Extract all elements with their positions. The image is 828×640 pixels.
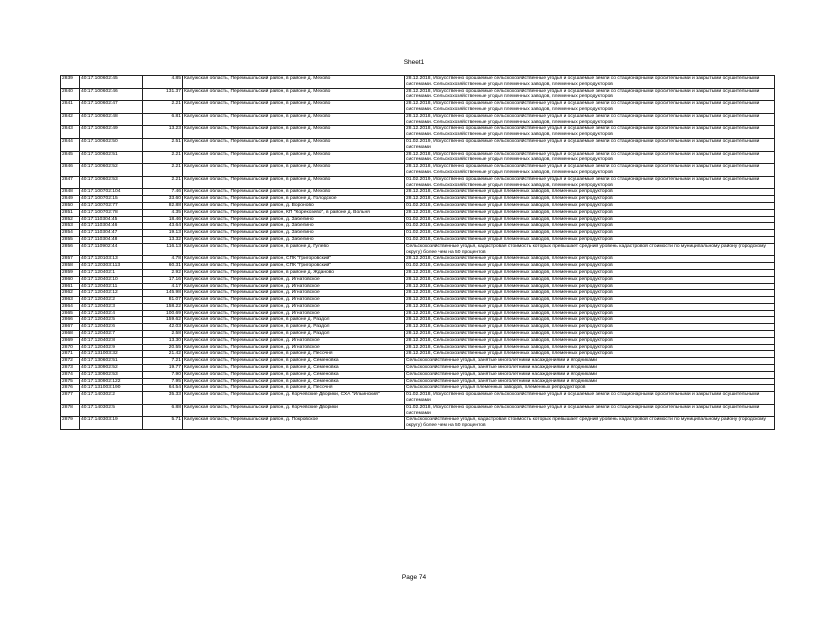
cadastral-number-cell: 40:17:140303:19 — [80, 417, 143, 430]
area-cell: 13.23 — [143, 126, 183, 139]
category-cell: 28.12.2018, Сельскохозяйственные угодья племенных заводов, племенных репродукторов — [405, 317, 775, 324]
location-cell: Калужская область, Перемышльский район, д. Забелино — [183, 230, 405, 237]
category-cell: 28.12.2018, Сельскохозяйственные угодья племенных заводов, племенных репродукторов — [405, 209, 775, 216]
row-number-cell: 2851 — [61, 209, 80, 216]
location-cell: Калужская область, Перемышльский район, в районе д. Мехово — [183, 76, 405, 89]
cadastral-number-cell: 40:17:120402:3 — [80, 303, 143, 310]
cadastral-number-cell: 40:17:100702:77 — [80, 202, 143, 209]
category-cell: Сельскохозяйственные угодья, занятые многолетними насаждениями и ягодниками — [405, 365, 775, 372]
cadastral-number-cell: 40:17:110304:45 — [80, 216, 143, 223]
cadastral-number-cell: 40:17:130902:53 — [80, 371, 143, 378]
cadastral-number-cell: 40:17:120402:6 — [80, 324, 143, 331]
row-number-cell: 2850 — [61, 202, 80, 209]
table-row — [61, 404, 775, 417]
table-row — [61, 310, 775, 317]
category-cell: Сельскохозяйственные угодья, занятые многолетними насаждениями и ягодниками — [405, 378, 775, 385]
location-cell: Калужская область, Перемышльский район, в районе д. Голодское — [183, 196, 405, 203]
area-cell: 13.32 — [143, 236, 183, 243]
category-cell: 28.12.2018, Сельскохозяйственные угодья племенных заводов, племенных репродукторов — [405, 283, 775, 290]
area-cell: 2.92 — [143, 269, 183, 276]
category-cell: 01.02.2018, Сельскохозяйственные угодья племенных заводов, племенных репродукторов — [405, 230, 775, 237]
row-number-cell: 2848 — [61, 189, 80, 196]
row-number-cell: 2863 — [61, 297, 80, 304]
location-cell: Калужская область, Перемышльский район, в районе д. Жданово — [183, 269, 405, 276]
location-cell: Калужская область, Перемышльский район, д. Игнатовское — [183, 337, 405, 344]
cadastral-number-cell: 40:17:120402:1 — [80, 269, 143, 276]
cadastral-number-cell: 40:17:120402:4 — [80, 310, 143, 317]
row-number-cell: 2862 — [61, 290, 80, 297]
area-cell: 13.30 — [143, 337, 183, 344]
cadastral-number-cell: 40:17:110902:44 — [80, 243, 143, 256]
table-row — [61, 351, 775, 358]
table-row — [61, 202, 775, 209]
location-cell: Калужская область, Перемышльский район, д. Покровское — [183, 417, 405, 430]
area-cell: 60.31 — [143, 263, 183, 270]
table-row — [61, 263, 775, 270]
area-cell: 35.33 — [143, 392, 183, 405]
table-row — [61, 256, 775, 263]
area-cell: 43.64 — [143, 223, 183, 230]
cadastral-number-cell: 40:17:120402:2 — [80, 297, 143, 304]
cadastral-number-cell: 40:17:130602:51 — [80, 358, 143, 365]
area-cell: 2.51 — [143, 138, 183, 151]
row-number-cell: 2840 — [61, 88, 80, 101]
category-cell: 28.12.2018, Искусственно орошаемые сельскохозяйственные угодья и осушаемые земли со стационарными оросительными и закрытыми осушительными системами. Сельскохозяйственные угодья племенных заводов, племенных репродукторов — [405, 76, 775, 89]
row-number-cell: 2875 — [61, 378, 80, 385]
location-cell: Калужская область, Перемышльский район, д. Игнатовское — [183, 303, 405, 310]
row-number-cell: 2879 — [61, 417, 80, 430]
table-row — [61, 164, 775, 177]
cadastral-number-cell: 40:17:100702:104 — [80, 189, 143, 196]
table-row — [61, 385, 775, 392]
area-cell: 7.90 — [143, 371, 183, 378]
cadastral-number-cell: 40:17:100602:51 — [80, 151, 143, 164]
category-cell: 28.12.2018, Сельскохозяйственные угодья племенных заводов, племенных репродукторов — [405, 310, 775, 317]
area-cell: 4.17 — [143, 283, 183, 290]
row-number-cell: 2864 — [61, 303, 80, 310]
row-number-cell: 2873 — [61, 365, 80, 372]
table-row — [61, 297, 775, 304]
category-cell: 28.12.2018, Сельскохозяйственные угодья племенных заводов, племенных репродукторов — [405, 351, 775, 358]
table-body — [61, 76, 775, 430]
table-row — [61, 417, 775, 430]
table-row — [61, 324, 775, 331]
table-row — [61, 151, 775, 164]
category-cell: 28.12.2018, Искусственно орошаемые сельскохозяйственные угодья и осушаемые земли со стационарными оросительными и закрытыми осушительными системами. Сельскохозяйственные угодья племенных заводов, племенных репродукторов — [405, 151, 775, 164]
cadastral-number-cell: 40:17:120402:9 — [80, 344, 143, 351]
table-row — [61, 392, 775, 405]
category-cell: 28.12.2018, Сельскохозяйственные угодья племенных заводов, племенных репродукторов — [405, 276, 775, 283]
area-cell: 6.81 — [143, 113, 183, 126]
area-cell: 7.46 — [143, 189, 183, 196]
location-cell: Калужская область, Перемышльский район, д. Забелино — [183, 236, 405, 243]
row-number-cell: 2841 — [61, 101, 80, 114]
table-row — [61, 283, 775, 290]
category-cell: 28.12.2018, Сельскохозяйственные угодья племенных заводов, племенных репродукторов — [405, 290, 775, 297]
row-number-cell: 2872 — [61, 358, 80, 365]
category-cell: 01.02.2018, Сельскохозяйственные угодья племенных заводов, племенных репродукторов — [405, 202, 775, 209]
row-number-cell: 2842 — [61, 113, 80, 126]
category-cell: 28.12.2018, Искусственно орошаемые сельскохозяйственные угодья и осушаемые земли со стационарными оросительными и закрытыми осушительными системами. Сельскохозяйственные угодья племенных заводов, племенных репродукторов — [405, 101, 775, 114]
row-number-cell: 2865 — [61, 310, 80, 317]
row-number-cell: 2857 — [61, 256, 80, 263]
cadastral-number-cell: 40:17:100602:45 — [80, 76, 143, 89]
category-cell: 01.02.2018, Сельскохозяйственные угодья племенных заводов, племенных репродукторов — [405, 263, 775, 270]
category-cell: 28.12.2018, Искусственно орошаемые сельскохозяйственные угодья и осушаемые земли со стационарными оросительными и закрытыми осушительными системами. Сельскохозяйственные угодья племенных заводов, племенных репродукторов — [405, 126, 775, 139]
cadastral-number-cell: 40:17:100602:53 — [80, 176, 143, 189]
row-number-cell: 2870 — [61, 344, 80, 351]
category-cell: 28.12.2018, Сельскохозяйственные угодья племенных заводов, племенных репродукторов — [405, 344, 775, 351]
category-cell: 01.02.2018, Сельскохозяйственные угодья племенных заводов, племенных репродукторов — [405, 236, 775, 243]
table-row — [61, 209, 775, 216]
category-cell: 28.12.2018, Сельскохозяйственные угодья племенных заводов, племенных репродукторов — [405, 269, 775, 276]
category-cell: 28.12.2018, Искусственно орошаемые сельскохозяйственные угодья и осушаемые земли со стационарными оросительными и закрытыми осушительными системами. Сельскохозяйственные угодья племенных заводов, племенных репродукторов — [405, 164, 775, 177]
area-cell: 82.88 — [143, 202, 183, 209]
location-cell: Калужская область, Перемышльский район, в районе д. Семеновка — [183, 365, 405, 372]
area-cell: 6.88 — [143, 404, 183, 417]
table-row — [61, 269, 775, 276]
table-row — [61, 216, 775, 223]
row-number-cell: 2869 — [61, 337, 80, 344]
location-cell: Калужская область, Перемышльский район, д. Вороново — [183, 202, 405, 209]
category-cell: Сельскохозяйственные угодья, кадастровая стоимость которых превышает средний уровень кадастровой стоимости по муниципальному району (городскому округу) более чем на 50 процентов — [405, 243, 775, 256]
area-cell: 2.58 — [143, 331, 183, 338]
location-cell: Калужская область, Перемышльский район, в районе д. Мехово — [183, 176, 405, 189]
category-cell: Сельскохозяйственные угодья, занятые многолетними насаждениями и ягодниками — [405, 371, 775, 378]
location-cell: Калужская область, Перемышльский район, в районе д. Мехово — [183, 138, 405, 151]
row-number-cell: 2839 — [61, 76, 80, 89]
sheet-title: Sheet1 — [403, 59, 425, 66]
location-cell: Калужская область, Перемышльский район, д. Игнатовское — [183, 310, 405, 317]
category-cell: 01.02.2018, Сельскохозяйственные угодья племенных заводов, племенных репродукторов — [405, 223, 775, 230]
table-row — [61, 344, 775, 351]
row-number-cell: 2855 — [61, 236, 80, 243]
table-row — [61, 138, 775, 151]
area-cell: 19.77 — [143, 365, 183, 372]
table-row — [61, 236, 775, 243]
table-row — [61, 331, 775, 338]
category-cell: 01.02.2018, Искусственно орошаемые сельскохозяйственные угодья и осушаемые земли со стационарными оросительными и закрытыми осушительными системами — [405, 404, 775, 417]
location-cell: Калужская область, Перемышльский район, СПК "Григоровский" — [183, 263, 405, 270]
table-row — [61, 88, 775, 101]
cadastral-number-cell: 40:17:131003:190 — [80, 385, 143, 392]
table-row — [61, 189, 775, 196]
cadastral-number-cell: 40:17:140302:2 — [80, 392, 143, 405]
location-cell: Калужская область, Перемышльский район, д. Корчевские Дворики — [183, 404, 405, 417]
row-number-cell: 2867 — [61, 324, 80, 331]
area-cell: 2.21 — [143, 176, 183, 189]
row-number-cell: 2852 — [61, 216, 80, 223]
location-cell: Калужская область, Перемышльский район, в районе д. Раздол — [183, 317, 405, 324]
location-cell: Калужская область, Перемышльский район, д. Игнатовское — [183, 344, 405, 351]
cadastral-number-cell: 40:17:120303:113 — [80, 263, 143, 270]
area-cell: 159.62 — [143, 317, 183, 324]
area-cell: 18.46 — [143, 216, 183, 223]
area-cell: 4.85 — [143, 76, 183, 89]
location-cell: Калужская область, Перемышльский район, д. Забелино — [183, 216, 405, 223]
category-cell: 28.12.2018, Сельскохозяйственные угодья племенных заводов, племенных репродукторов — [405, 196, 775, 203]
location-cell: Калужская область, Перемышльский район, в районе д. Семеновка — [183, 371, 405, 378]
row-number-cell: 2846 — [61, 164, 80, 177]
location-cell: Калужская область, Перемышльский район, д. Забелино — [183, 223, 405, 230]
category-cell: Сельскохозяйственные угодья, занятые многолетними насаждениями и ягодниками — [405, 358, 775, 365]
row-number-cell: 2858 — [61, 263, 80, 270]
category-cell: 28.12.2018, Сельскохозяйственные угодья племенных заводов, племенных репродукторов — [405, 297, 775, 304]
row-number-cell: 2844 — [61, 138, 80, 151]
category-cell: 01.02.2018, Сельскохозяйственные угодья племенных заводов, племенных репродукторов — [405, 216, 775, 223]
cadastral-number-cell: 40:17:131003:32 — [80, 351, 143, 358]
category-cell: 28.12.2018, Искусственно орошаемые сельскохозяйственные угодья и осушаемые земли со стационарными оросительными и закрытыми осушительными системами. Сельскохозяйственные угодья племенных заводов, племенных репродукторов — [405, 88, 775, 101]
category-cell: 01.02.2018, Искусственно орошаемые сельскохозяйственные угодья и осушаемые земли со стационарными оросительными и закрытыми осушительными системами — [405, 392, 775, 405]
area-cell: 2.21 — [143, 151, 183, 164]
land-plots-table — [60, 75, 775, 430]
location-cell: Калужская область, Перемышльский район, КП "Корекозево", в районе д. Вольня — [183, 209, 405, 216]
area-cell: 4.78 — [143, 256, 183, 263]
area-cell: 64.54 — [143, 385, 183, 392]
category-cell: 28.12.2018, Сельскохозяйственные угодья племенных заводов, племенных репродукторов — [405, 189, 775, 196]
location-cell: Калужская область, Перемышльский район, в районе д. Мехово — [183, 113, 405, 126]
table-row — [61, 230, 775, 237]
row-number-cell: 2868 — [61, 331, 80, 338]
table-row — [61, 303, 775, 310]
area-cell: 145.98 — [143, 290, 183, 297]
location-cell: Калужская область, Перемышльский район, в районе д. Мехово — [183, 88, 405, 101]
location-cell: Калужская область, Перемышльский район, в районе д. Мехово — [183, 164, 405, 177]
table-row — [61, 176, 775, 189]
area-cell: 42.03 — [143, 324, 183, 331]
location-cell: Калужская область, Перемышльский район, д. Игнатовское — [183, 276, 405, 283]
row-number-cell: 2845 — [61, 151, 80, 164]
table-row — [61, 101, 775, 114]
table-row — [61, 113, 775, 126]
location-cell: Калужская область, Перемышльский район, в районе д. Мехово — [183, 151, 405, 164]
area-cell: 2.21 — [143, 101, 183, 114]
cadastral-number-cell: 40:17:100602:48 — [80, 113, 143, 126]
row-number-cell: 2847 — [61, 176, 80, 189]
table-row — [61, 290, 775, 297]
row-number-cell: 2843 — [61, 126, 80, 139]
cadastral-number-cell: 40:17:110304:47 — [80, 230, 143, 237]
table-row — [61, 378, 775, 385]
cadastral-number-cell: 40:17:120402:8 — [80, 337, 143, 344]
category-cell: Сельскохозяйственные угодья, кадастровая стоимость которых превышает средний уровень кадастровой стоимости по муниципальному району (городскому округу) более чем на 50 процентов — [405, 417, 775, 430]
area-cell: 2.21 — [143, 164, 183, 177]
cadastral-number-cell: 40:17:100702:15 — [80, 196, 143, 203]
category-cell: 01.02.2019, Искусственно орошаемые сельскохозяйственные угодья и осушаемые земли со стационарными оросительными и закрытыми осушительными системами — [405, 138, 775, 151]
category-cell: Сельскохозяйственные угодья племенных заводов, племенных репродукторов — [405, 385, 775, 392]
cadastral-number-cell: 40:17:100602:50 — [80, 138, 143, 151]
category-cell: 28.12.2018, Сельскохозяйственные угодья племенных заводов, племенных репродукторов — [405, 324, 775, 331]
location-cell: Калужская область, Перемышльский район, д. Корчевские Дворики, СХА "Ильинский" — [183, 392, 405, 405]
cadastral-number-cell: 40:17:120402:7 — [80, 331, 143, 338]
row-number-cell: 2871 — [61, 351, 80, 358]
table-row — [61, 196, 775, 203]
location-cell: Калужская область, Перемышльский район, д. Игнатовское — [183, 290, 405, 297]
row-number-cell: 2877 — [61, 392, 80, 405]
cadastral-number-cell: 40:17:120402:12 — [80, 290, 143, 297]
area-cell: 158.22 — [143, 303, 183, 310]
table-row — [61, 371, 775, 378]
cadastral-number-cell: 40:17:120402:11 — [80, 283, 143, 290]
page-number: Page 74 — [401, 574, 427, 581]
cadastral-number-cell: 40:17:100702:78 — [80, 209, 143, 216]
table-row — [61, 337, 775, 344]
location-cell: Калужская область, Перемышльский район, в районе д. Семеновка — [183, 378, 405, 385]
row-number-cell: 2876 — [61, 385, 80, 392]
area-cell: 7.21 — [143, 358, 183, 365]
table-row — [61, 276, 775, 283]
category-cell: 28.12.2018, Сельскохозяйственные угодья племенных заводов, племенных репродукторов — [405, 256, 775, 263]
area-cell: 21.42 — [143, 351, 183, 358]
area-cell: 4.35 — [143, 209, 183, 216]
area-cell: 81.07 — [143, 297, 183, 304]
cadastral-number-cell: 40:17:100602:46 — [80, 88, 143, 101]
row-number-cell: 2866 — [61, 317, 80, 324]
table-row — [61, 365, 775, 372]
cadastral-number-cell: 40:17:100602:47 — [80, 101, 143, 114]
location-cell: Калужская область, Перемышльский район, в районе д. Раздол — [183, 331, 405, 338]
row-number-cell: 2854 — [61, 230, 80, 237]
row-number-cell: 2859 — [61, 269, 80, 276]
area-cell: 20.55 — [143, 344, 183, 351]
row-number-cell: 2860 — [61, 276, 80, 283]
table-row — [61, 223, 775, 230]
table-row — [61, 126, 775, 139]
category-cell: 28.12.2018, Сельскохозяйственные угодья племенных заводов, племенных репродукторов — [405, 331, 775, 338]
cadastral-number-cell: 40:17:100602:49 — [80, 126, 143, 139]
table-row — [61, 317, 775, 324]
area-cell: 19.13 — [143, 230, 183, 237]
cadastral-number-cell: 40:17:110304:46 — [80, 223, 143, 230]
location-cell: Калужская область, Перемышльский район, в районе д. Песочня — [183, 351, 405, 358]
location-cell: Калужская область, Перемышльский район, в районе д. Мехово — [183, 126, 405, 139]
category-cell: 28.12.2018, Искусственно орошаемые сельскохозяйственные угодья и осушаемые земли со стационарными оросительными и закрытыми осушительными системами. Сельскохозяйственные угодья племенных заводов, племенных репродукторов — [405, 113, 775, 126]
row-number-cell: 2853 — [61, 223, 80, 230]
location-cell: Калужская область, Перемышльский район, в районе д. Мехово — [183, 101, 405, 114]
cadastral-number-cell: 40:17:140302:5 — [80, 404, 143, 417]
location-cell: Калужская область, Перемышльский район, в районе д. Гулево — [183, 243, 405, 256]
cadastral-number-cell: 40:17:110304:48 — [80, 236, 143, 243]
cadastral-number-cell: 40:17:130902:52 — [80, 365, 143, 372]
area-cell: 33.60 — [143, 196, 183, 203]
location-cell: Калужская область, Перемышльский район, СПК "Григоровский" — [183, 256, 405, 263]
area-cell: 7.95 — [143, 378, 183, 385]
cadastral-number-cell: 40:17:100602:52 — [80, 164, 143, 177]
location-cell: Калужская область, Перемышльский район, в районе д. Мехово — [183, 189, 405, 196]
area-cell: 116.13 — [143, 243, 183, 256]
area-cell: 17.16 — [143, 276, 183, 283]
location-cell: Калужская область, Перемышльский район, д. Игнатовское — [183, 283, 405, 290]
category-cell: 28.12.2018, Сельскохозяйственные угодья племенных заводов, племенных репродукторов — [405, 337, 775, 344]
location-cell: Калужская область, Перемышльский район, д. Игнатовское — [183, 297, 405, 304]
cadastral-number-cell: 40:17:130902:122 — [80, 378, 143, 385]
row-number-cell: 2849 — [61, 196, 80, 203]
category-cell: 28.12.2018, Сельскохозяйственные угодья племенных заводов, племенных репродукторов — [405, 303, 775, 310]
area-cell: 5.71 — [143, 417, 183, 430]
row-number-cell: 2856 — [61, 243, 80, 256]
location-cell: Калужская область, Перемышльский район, в районе д. Раздол — [183, 324, 405, 331]
table-row — [61, 76, 775, 89]
cadastral-number-cell: 40:17:120402:5 — [80, 317, 143, 324]
area-cell: 131.37 — [143, 88, 183, 101]
location-cell: Калужская область, Перемышльский район, в районе д. Песочня — [183, 385, 405, 392]
category-cell: 01.02.2019, Искусственно орошаемые сельскохозяйственные угодья и осушаемые земли со стационарными оросительными и закрытыми осушительными системами. Сельскохозяйственные угодья племенных заводов, племенных репродукторов — [405, 176, 775, 189]
cadastral-number-cell: 40:17:120103:13 — [80, 256, 143, 263]
table-row — [61, 358, 775, 365]
area-cell: 100.69 — [143, 310, 183, 317]
table-row — [61, 243, 775, 256]
location-cell: Калужская область, Перемышльский район, в районе д. Семеновка — [183, 358, 405, 365]
cadastral-number-cell: 40:17:120402:10 — [80, 276, 143, 283]
row-number-cell: 2861 — [61, 283, 80, 290]
row-number-cell: 2874 — [61, 371, 80, 378]
row-number-cell: 2878 — [61, 404, 80, 417]
